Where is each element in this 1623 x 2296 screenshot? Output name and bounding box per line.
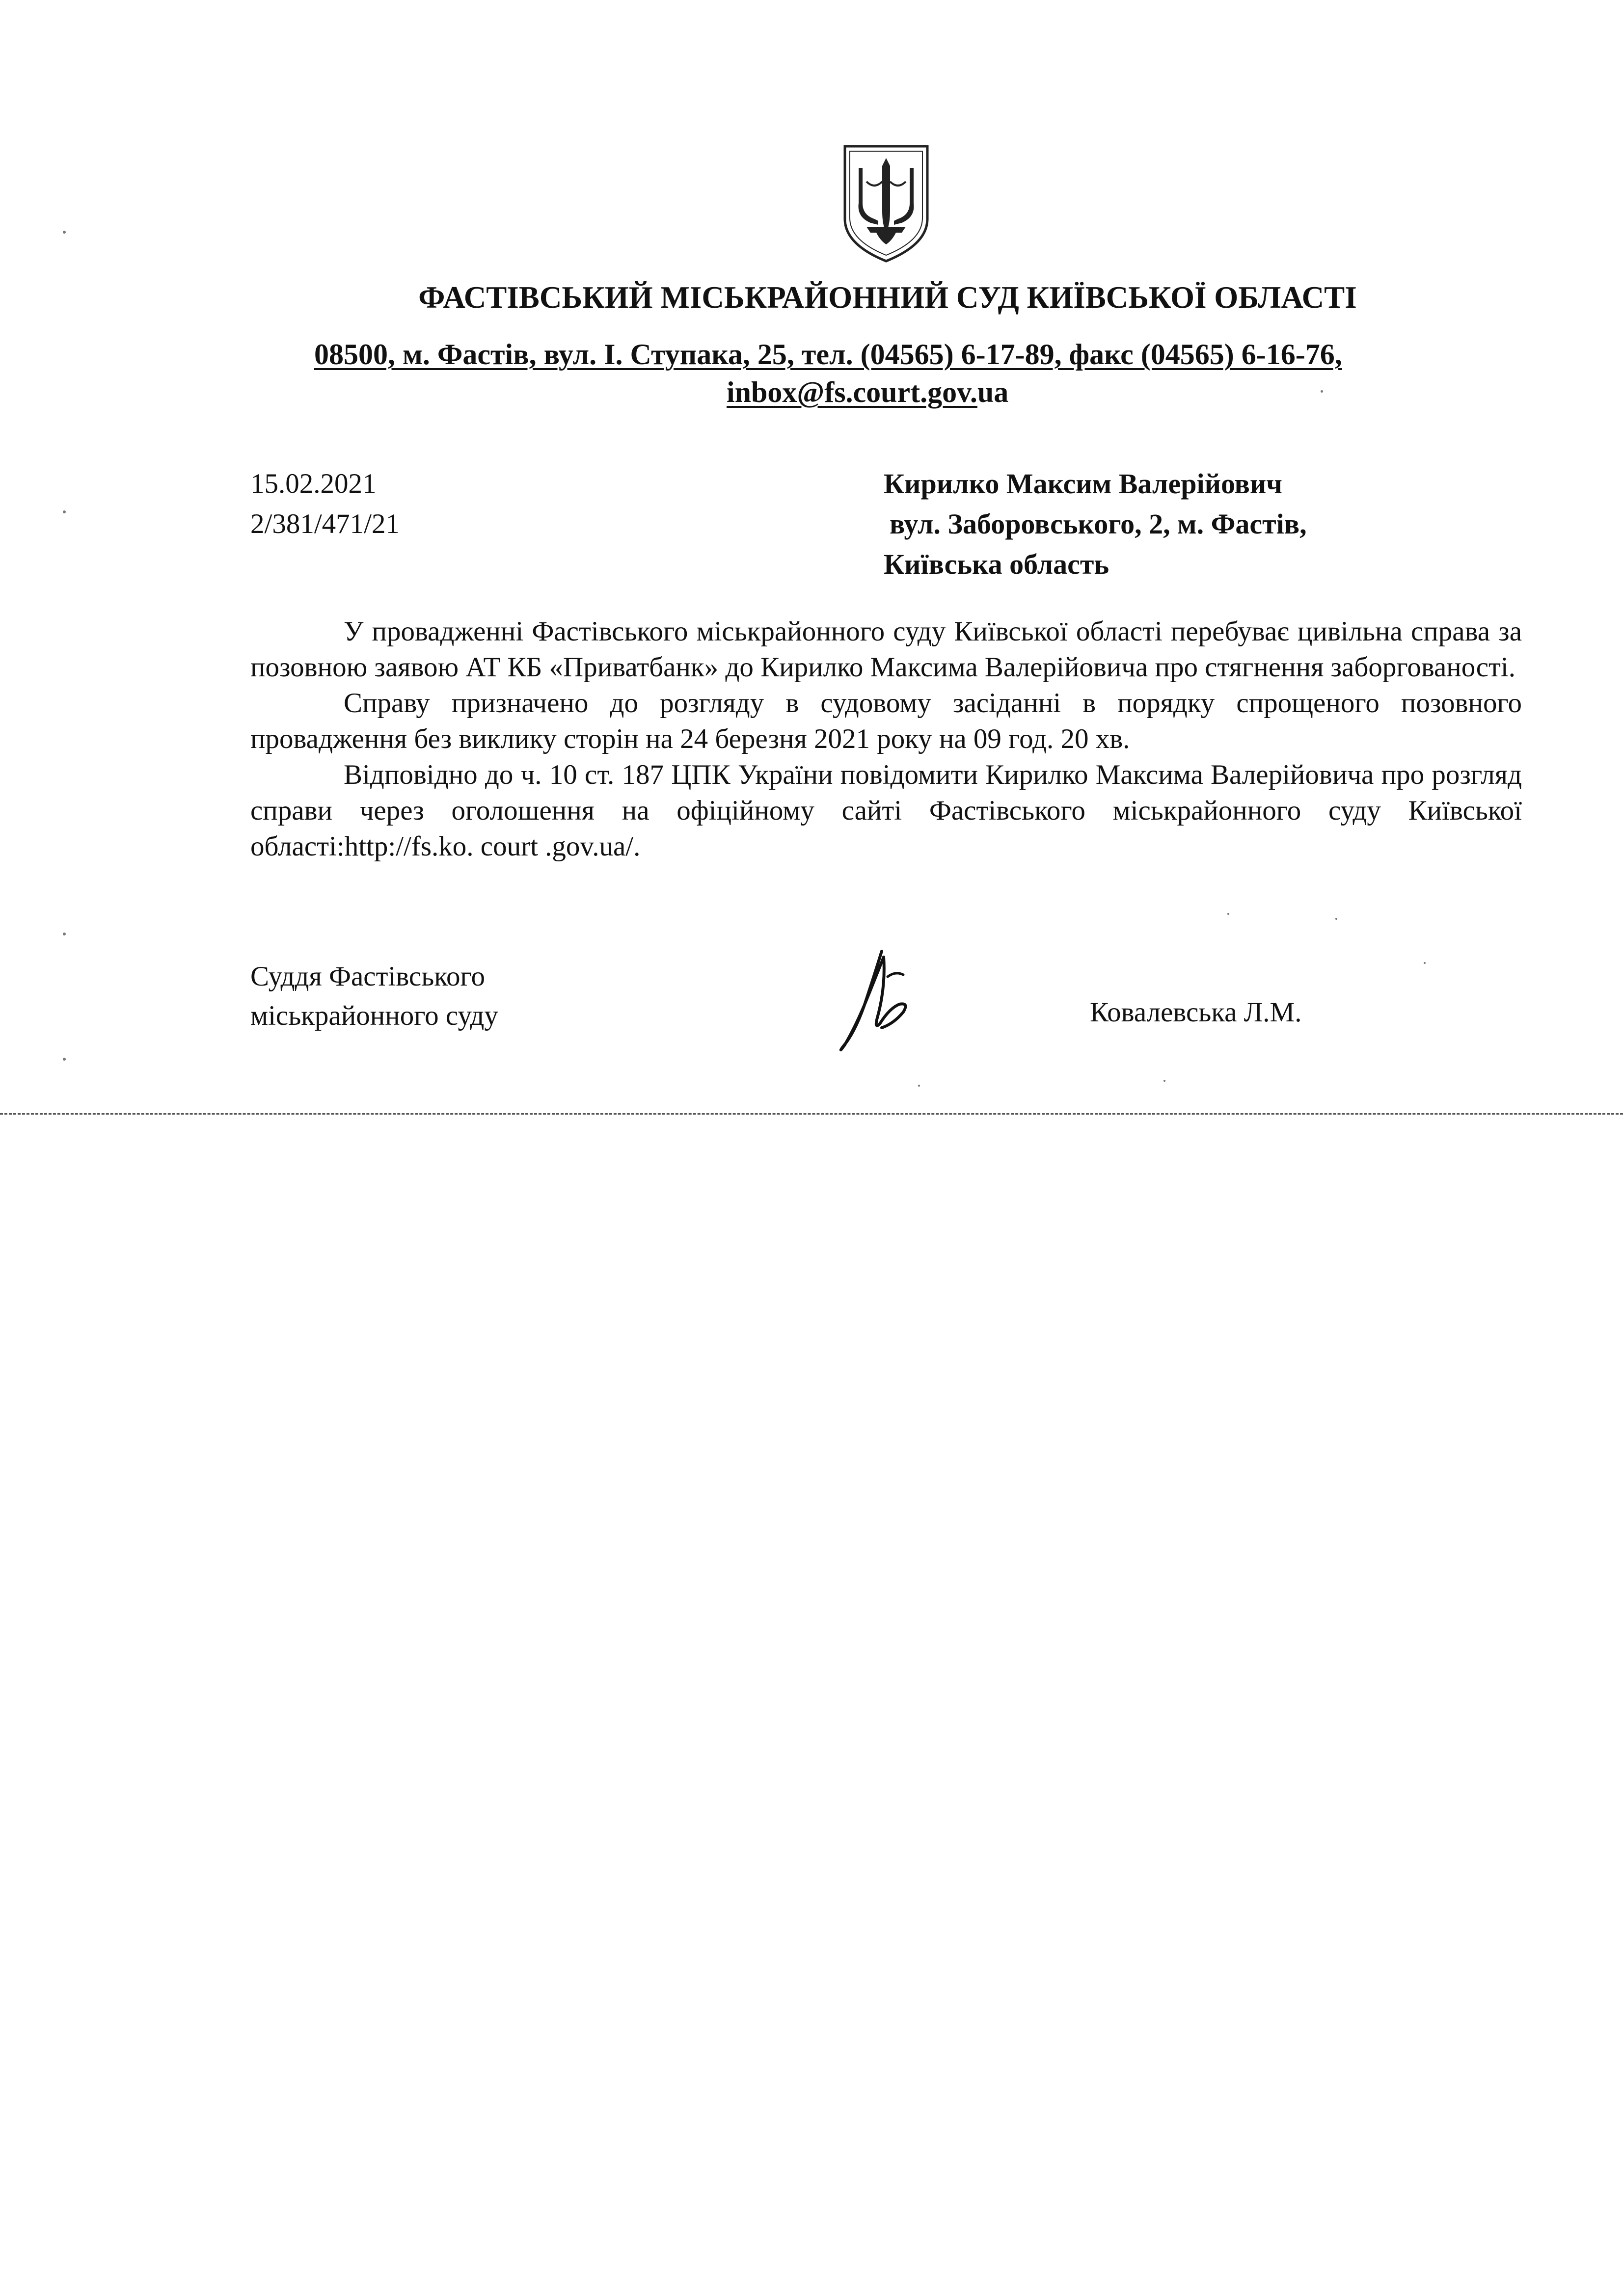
court-address-line: 08500, м. Фастів, вул. І. Ступака, 25, тел. (04565) 6-17-89, факс (04565) 6-16-76, <box>314 338 1342 371</box>
court-name-heading: ФАСТІВСЬКИЙ МІСЬКРАЙОННИЙ СУД КИЇВСЬКОЇ ОБЛАСТІ <box>418 280 1357 315</box>
coat-of-arms-icon <box>837 142 935 265</box>
signature-position-line-2: міськрайонного суду <box>250 1000 498 1031</box>
recipient-name: Кирилко Максим Валерійович <box>884 468 1282 500</box>
body-paragraph-3: Відповідно до ч. 10 ст. 187 ЦПК України повідомити Кирилко Максима Валерійовича про розгляд справи через оголошення на офіційному сайті Фастівського міськрайонного суду Київської області:http://fs.ko. court .gov.ua/. <box>250 759 1522 862</box>
signature-position-line-1: Суддя Фастівського <box>250 961 485 992</box>
letter-date: 15.02.2021 <box>250 468 377 499</box>
letter-number: 2/381/471/21 <box>250 508 400 539</box>
scan-artifact <box>1424 962 1426 964</box>
scan-artifact <box>63 933 66 935</box>
court-email-tld: ua <box>977 376 1009 408</box>
handwritten-signature-icon <box>835 947 933 1055</box>
body-paragraph-1: У провадженні Фастівського міськрайонного суду Київської області перебуває цивільна справа за позовною заявою АТ КБ «Приватбанк» до Кирилко Максима Валерійовича про стягнення заборгованості. <box>250 616 1522 683</box>
scan-artifact <box>1321 390 1323 393</box>
body-paragraph-2: Справу призначено до розгляду в судовому засіданні в порядку спрощеного позовного провадження без виклику сторін на 24 березня 2021 року на 09 год. 20 хв. <box>250 688 1522 754</box>
letter-body <box>250 614 1522 864</box>
scan-artifact <box>1335 918 1337 920</box>
recipient-block <box>884 464 1307 585</box>
scan-artifact <box>63 231 66 234</box>
court-email-link[interactable]: inbox@fs.court.gov. <box>727 376 977 408</box>
scan-artifact <box>918 1085 920 1087</box>
scan-artifact <box>63 510 66 513</box>
scan-artifact <box>1163 1080 1165 1082</box>
signature-position <box>250 957 498 1036</box>
letter-meta <box>250 464 400 544</box>
recipient-street: вул. Заборовського, 2, м. Фастів, <box>890 508 1307 540</box>
scan-artifact <box>1227 913 1229 915</box>
court-email-line <box>727 375 1008 409</box>
judge-name: Ковалевська Л.М. <box>1090 997 1302 1028</box>
recipient-region: Київська область <box>884 548 1109 580</box>
page-divider <box>0 1113 1623 1117</box>
scan-artifact <box>63 1058 66 1061</box>
